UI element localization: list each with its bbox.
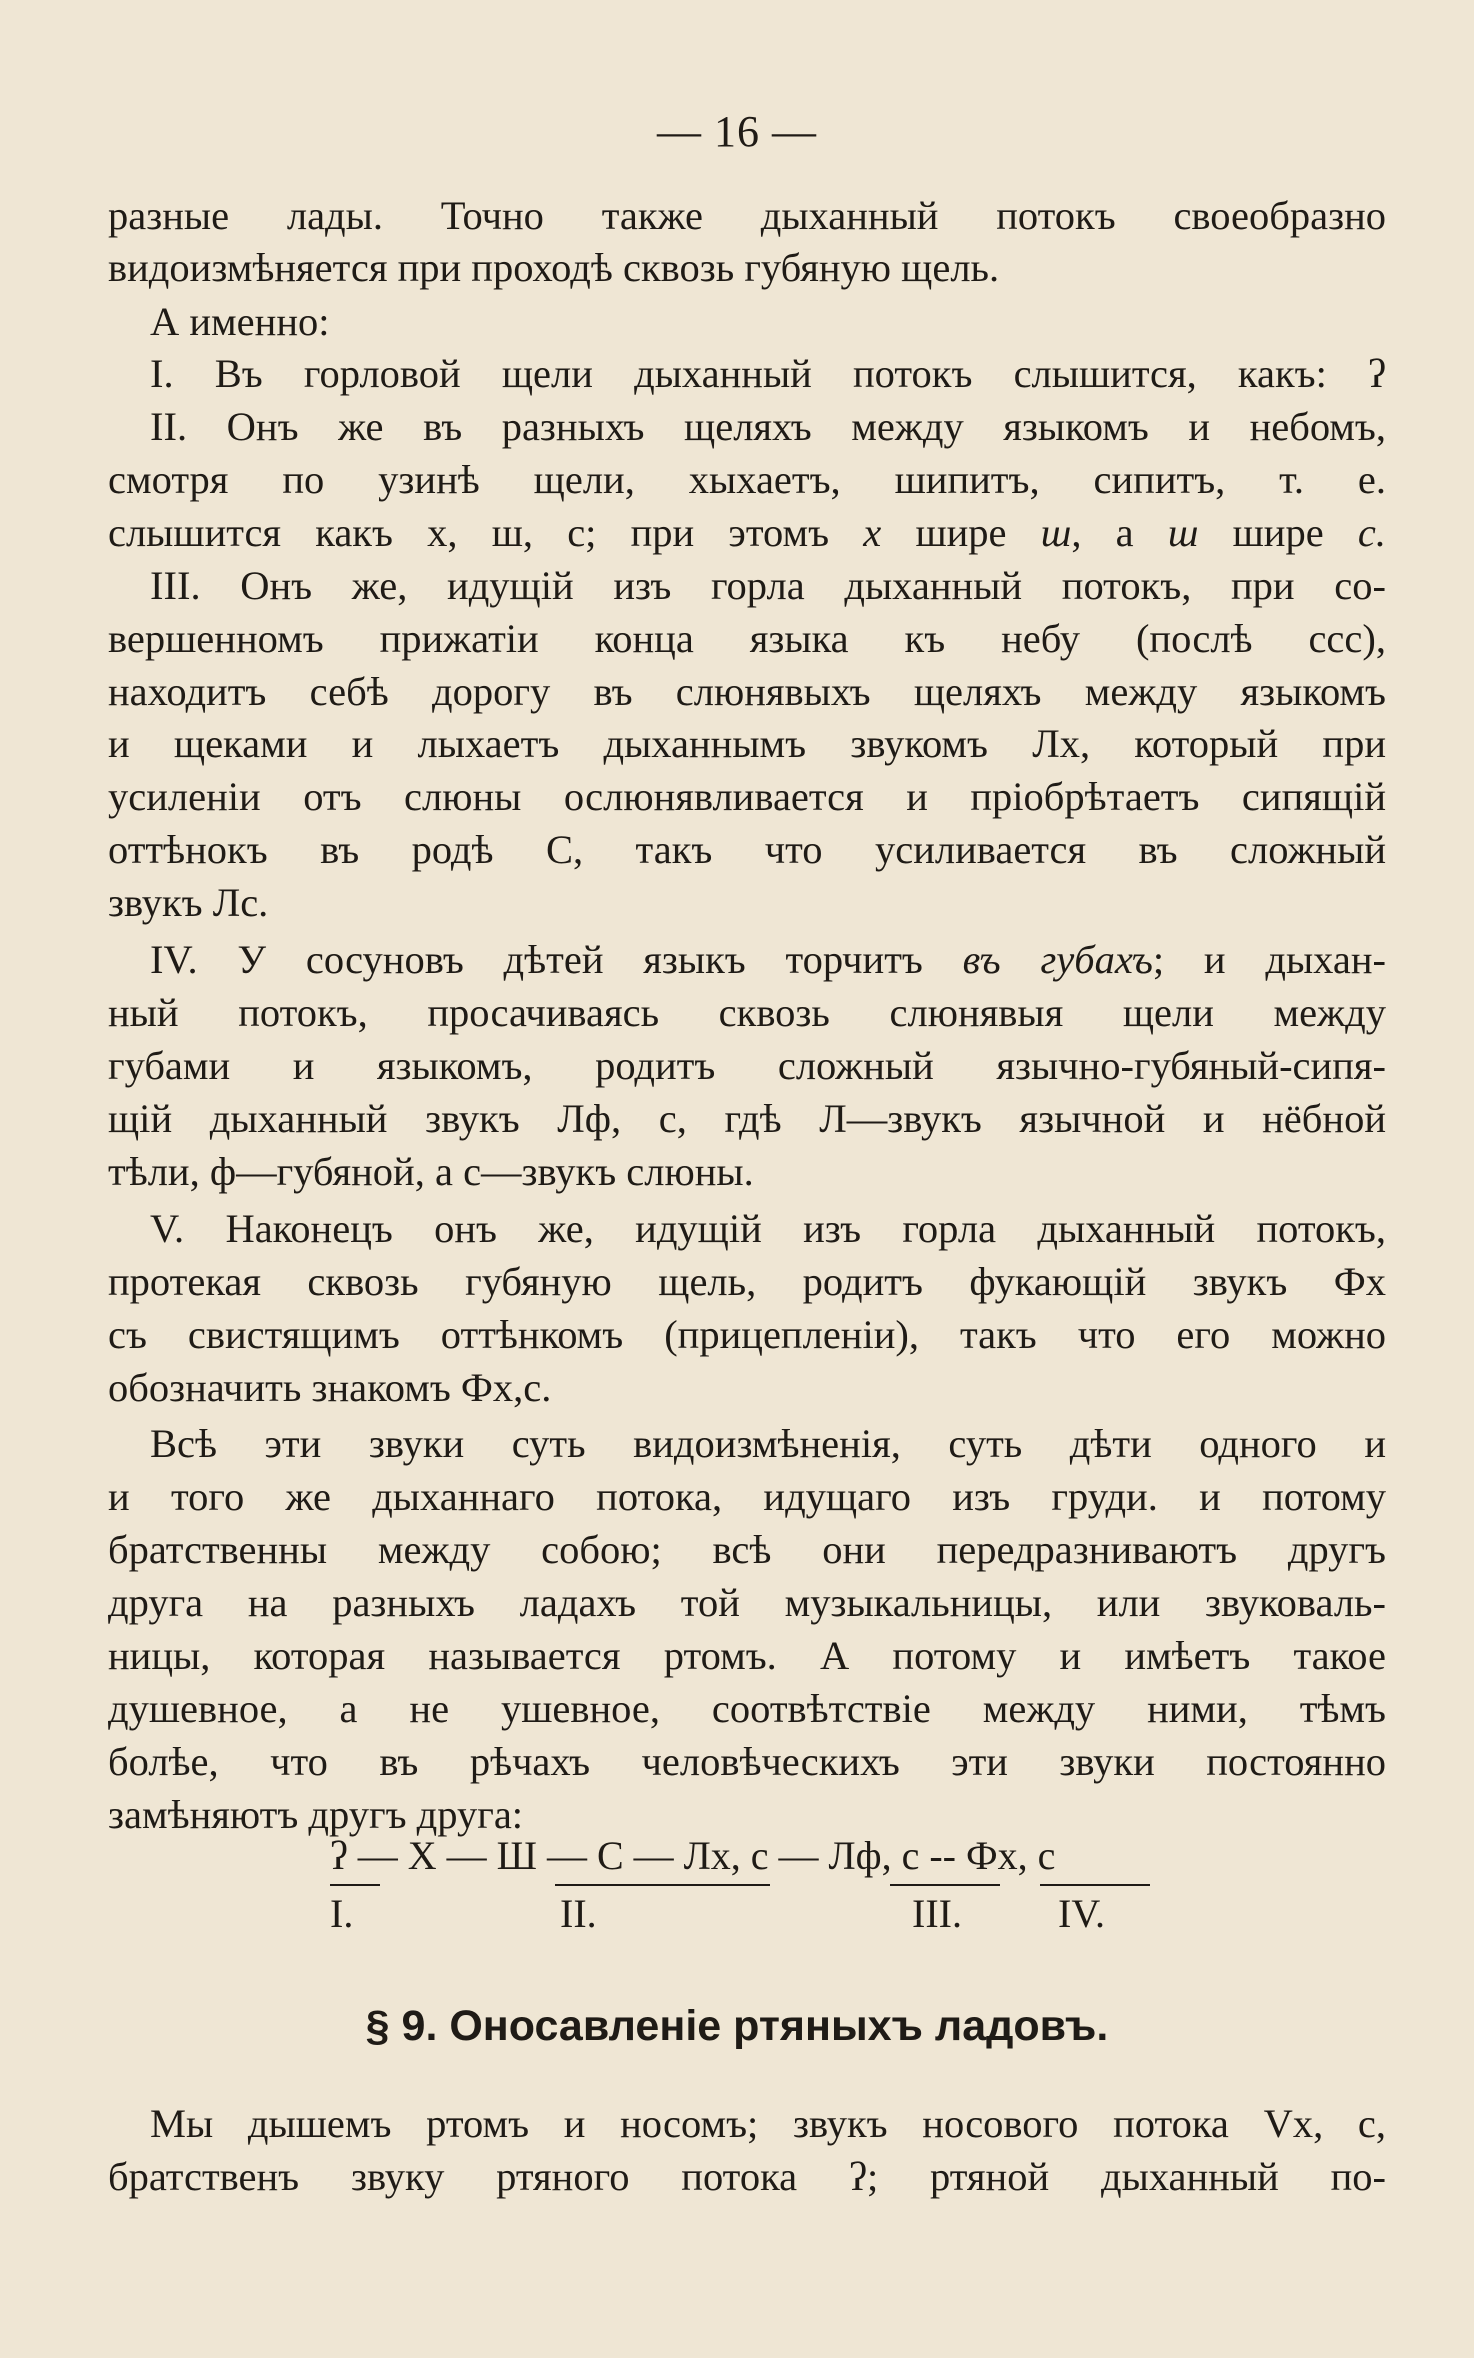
text-line xyxy=(150,934,1386,986)
text-line: II. Онъ же въ разныхъ щеляхъ между языкомъ и небомъ, xyxy=(150,404,1386,449)
text-line: тѣли, ф—губяной, а с—звукъ слюны. xyxy=(108,1149,754,1194)
italic-letter: ш xyxy=(1167,510,1199,555)
text-line: V. Наконецъ онъ же, идущій изъ горла дыханный потокъ, xyxy=(150,1206,1386,1251)
text-line: видоизмѣняется при проходѣ сквозь губяную щель. xyxy=(108,245,1000,290)
page-number: — 16 — xyxy=(657,107,817,156)
text-line: щій дыханный звукъ Лф, с, гдѣ Л—звукъ язычной и нёбной xyxy=(108,1096,1386,1141)
text-line: братственны между собою; всѣ они передразниваютъ другъ xyxy=(108,1527,1386,1572)
group-label: I. xyxy=(330,1891,354,1936)
text-line: душевное, а не ушевное, соотвѣтствіе между ними, тѣмъ xyxy=(108,1686,1386,1731)
italic-letter: х xyxy=(863,510,882,555)
text-line: находитъ себѣ дорогу въ слюнявыхъ щеляхъ между языкомъ xyxy=(108,669,1386,714)
text-line: болѣе, что въ рѣчахъ человѣческихъ эти звуки постоянно xyxy=(108,1739,1386,1784)
group-label: IV. xyxy=(1058,1891,1106,1936)
text-fragment: шире xyxy=(1232,510,1324,555)
text-line: протекая сквозь губяную щель, родитъ фукающій звукъ Фх xyxy=(108,1259,1386,1304)
text-line: оттѣнокъ въ родѣ С, такъ что усиливается въ сложный xyxy=(108,827,1386,872)
text-line: губами и языкомъ, родитъ сложный язычно-губяный-сипя- xyxy=(108,1043,1386,1088)
text-line: III. Онъ же, идущій изъ горла дыханный потокъ, при со- xyxy=(150,563,1386,608)
text-line: звукъ Лс. xyxy=(108,880,269,925)
text-line: и того же дыханнаго потока, идущаго изъ груди. и потому xyxy=(108,1474,1386,1519)
italic-letter: с. xyxy=(1357,510,1387,555)
group-bar xyxy=(555,1884,770,1886)
text-line: ный потокъ, просачиваясь сквозь слюнявыя щели между xyxy=(108,990,1386,1035)
text-line: обозначить знакомъ Фх,с. xyxy=(108,1365,552,1410)
text-fragment: IV. У сосуновъ дѣтей языкъ торчитъ xyxy=(150,937,923,982)
text-line: I. Въ горловой щели дыханный потокъ слышится, какъ: ʔ xyxy=(150,351,1386,396)
group-bar xyxy=(1040,1884,1150,1886)
text-fragment: слышится какъ х, ш, с; при этомъ xyxy=(108,510,830,555)
text-line: замѣняютъ другъ друга: xyxy=(108,1792,524,1837)
text-line: разные лады. Точно также дыханный потокъ своеобразно xyxy=(108,193,1386,238)
group-bar xyxy=(890,1884,1000,1886)
text-line: братственъ звуку ртяного потока ʔ; ртяной дыханный по- xyxy=(108,2154,1386,2199)
group-bar xyxy=(330,1884,380,1886)
text-line: Всѣ эти звуки суть видоизмѣненія, суть дѣти одного и xyxy=(150,1421,1386,1466)
group-label: II. xyxy=(560,1891,597,1936)
text-line: Мы дышемъ ртомъ и носомъ; звукъ носового потока Vх, с, xyxy=(150,2101,1386,2146)
text-line: съ свистящимъ оттѣнкомъ (прицепленіи), такъ что его можно xyxy=(108,1312,1386,1357)
section-heading: § 9. Оносавленіе ртяныхъ ладовъ. xyxy=(365,2002,1109,2050)
text-line: и щеками и лыхаетъ дыханнымъ звукомъ Лх, который при xyxy=(108,721,1386,766)
text-line: усиленіи отъ слюны ослюнявливается и пріобрѣтаетъ сипящій xyxy=(108,774,1386,819)
group-label: III. xyxy=(912,1891,962,1936)
text-fragment: ; и дыхан- xyxy=(1152,937,1387,982)
text-line: смотря по узинѣ щели, хыхаетъ, шипитъ, сипитъ, т. е. xyxy=(108,457,1386,502)
text-line: А именно: xyxy=(150,299,330,344)
text-fragment: , а xyxy=(1071,510,1134,555)
text-line: ницы, которая называется ртомъ. А потому и имѣетъ такое xyxy=(108,1633,1386,1678)
italic-letter: ш xyxy=(1040,510,1072,555)
sound-sequence: ʔ — Х — Ш — С — Лх, с — Лф, с -- Фх, с xyxy=(330,1833,1056,1878)
text-line xyxy=(108,507,1386,559)
text-fragment: шире xyxy=(915,510,1007,555)
italic-phrase: въ губахъ xyxy=(962,937,1153,982)
text-line: друга на разныхъ ладахъ той музыкальницы, или звуковаль- xyxy=(108,1580,1386,1625)
text-line: вершенномъ прижатіи конца языка къ небу (послѣ ссс), xyxy=(108,616,1386,661)
